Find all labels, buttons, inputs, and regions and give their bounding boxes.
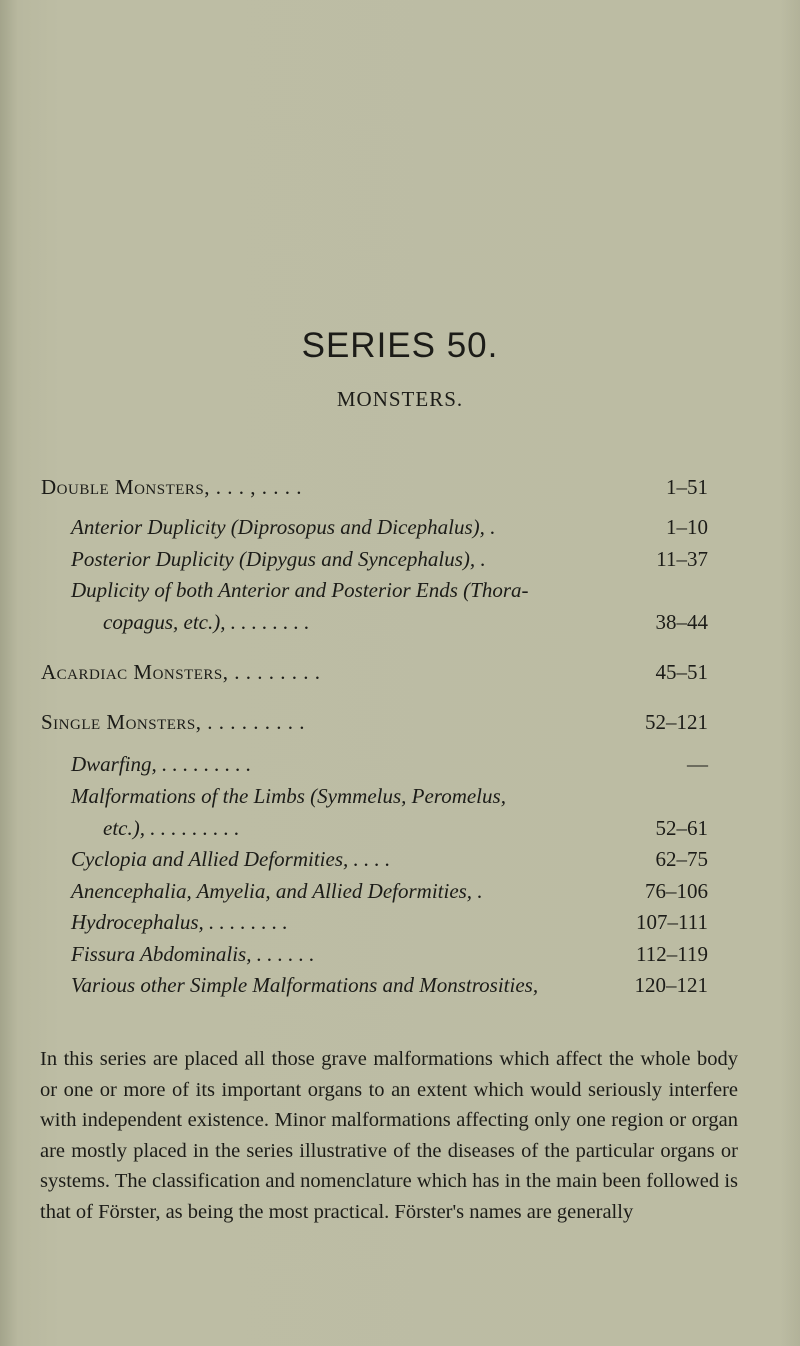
toc-pages-hydrocephalus: 107–111 bbox=[636, 910, 708, 934]
toc-entry-duplicity-both-ends: Duplicity of both Anterior and Posterior Ends (Thora- bbox=[71, 578, 529, 602]
toc-entry-single-monsters: Single Monsters, . . . . . . . . . bbox=[41, 710, 306, 734]
toc-pages-double-monsters: 1–51 bbox=[666, 475, 708, 499]
toc-entry-duplicity-both-ends-cont: copagus, etc.), . . . . . . . . bbox=[103, 610, 310, 634]
toc-entry-dwarfing: Dwarfing, . . . . . . . . . bbox=[71, 752, 252, 776]
toc-pages-cyclopia: 62–75 bbox=[655, 847, 708, 871]
toc-entry-malformations-limbs-cont: etc.), . . . . . . . . . bbox=[103, 816, 240, 840]
intro-paragraph-text: In this series are placed all those grave malformations which affect the whole body or one or more of its important organs to an extent which would seriously interfere with independent existence. Minor malformations affecting only one region or organ are mostly placed in the series illustrative of the diseases of the particular organs or systems. The classification and nomenclature which has in the main been followed is that of Förster, as being the most practical. Förster's names are generally bbox=[40, 1048, 738, 1223]
toc-entry-malformations-limbs: Malformations of the Limbs (Symmelus, Peromelus, bbox=[71, 784, 506, 808]
toc-entry-acardiac-monsters: Acardiac Monsters, . . . . . . . . bbox=[41, 660, 321, 684]
toc-pages-fissura-abdominalis: 112–119 bbox=[636, 942, 708, 966]
toc-pages-single-monsters: 52–121 bbox=[645, 710, 708, 734]
toc-pages-malformations-limbs: 52–61 bbox=[655, 816, 708, 840]
section-title: MONSTERS. bbox=[336, 387, 464, 411]
toc-entry-anterior-duplicity: Anterior Duplicity (Diprosopus and Dicephalus), . bbox=[71, 515, 496, 539]
toc-entry-hydrocephalus: Hydrocephalus, . . . . . . . . bbox=[71, 910, 288, 934]
toc-pages-various-other: 120–121 bbox=[634, 973, 708, 997]
toc-pages-anencephalia: 76–106 bbox=[645, 879, 708, 903]
toc-entry-various-other: Various other Simple Malformations and Monstrosities, bbox=[71, 973, 539, 997]
intro-paragraph bbox=[40, 1044, 738, 1227]
toc-entry-cyclopia: Cyclopia and Allied Deformities, . . . . bbox=[71, 847, 391, 871]
toc-entry-double-monsters: Double Monsters, . . . , . . . . bbox=[41, 475, 303, 499]
toc-entry-fissura-abdominalis: Fissura Abdominalis, . . . . . . bbox=[71, 942, 315, 966]
toc-pages-dwarfing: — bbox=[687, 752, 708, 776]
series-heading: SERIES 50. bbox=[301, 326, 499, 365]
toc-pages-acardiac-monsters: 45–51 bbox=[655, 660, 708, 684]
toc-pages-anterior-duplicity: 1–10 bbox=[666, 515, 708, 539]
toc-entry-posterior-duplicity: Posterior Duplicity (Dipygus and Syncephalus), . bbox=[71, 547, 486, 571]
toc-pages-posterior-duplicity: 11–37 bbox=[656, 547, 708, 571]
toc-entry-anencephalia: Anencephalia, Amyelia, and Allied Deformities, . bbox=[71, 879, 483, 903]
toc-pages-duplicity-both-ends: 38–44 bbox=[655, 610, 708, 634]
